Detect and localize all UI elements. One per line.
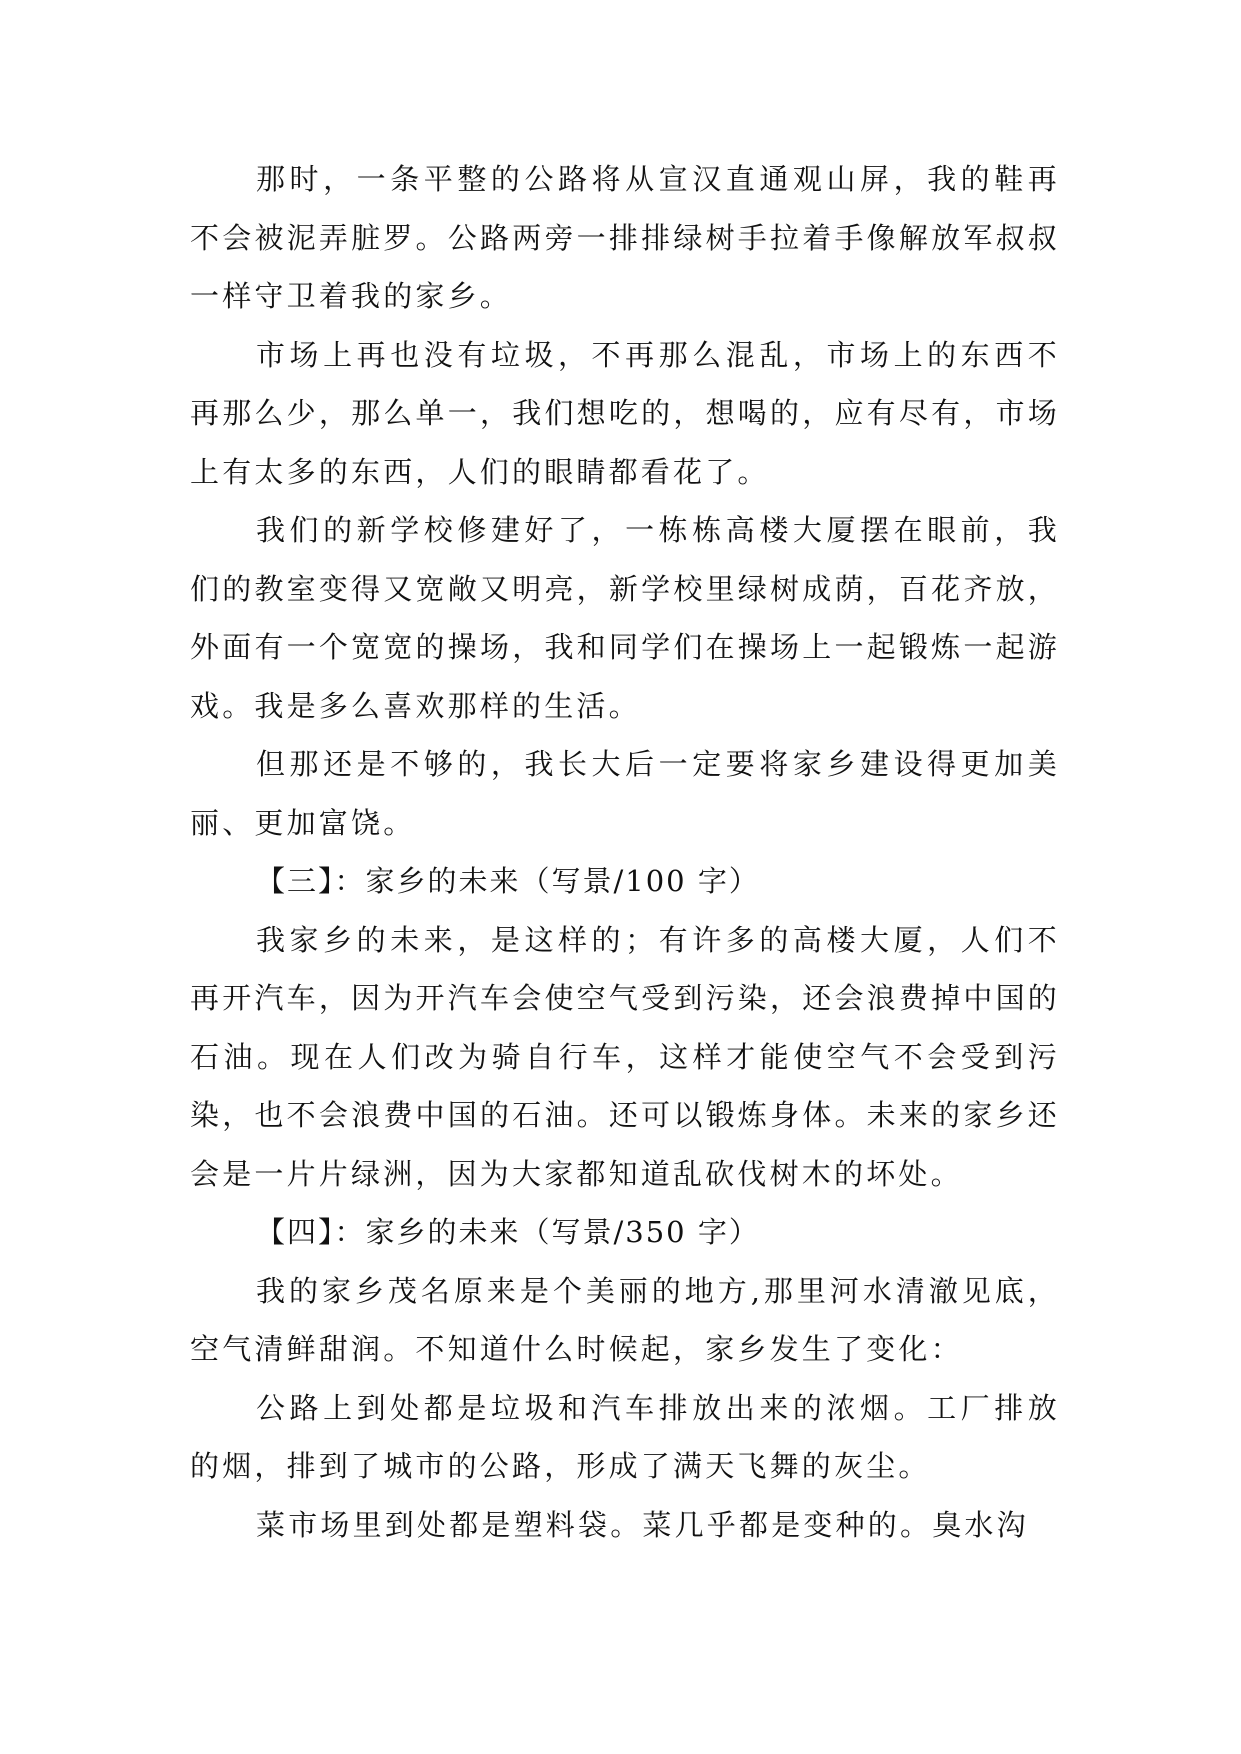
paragraph-road: 那时，一条平整的公路将从宣汉直通观山屏，我的鞋再不会被泥弄脏罗。公路两旁一排排绿树手拉着手像解放军叔叔一样守卫着我的家乡。	[190, 162, 1060, 313]
paragraph-market: 市场上再也没有垃圾，不再那么混乱，市场上的东西不再那么少，那么单一，我们想吃的，想喝的，应有尽有，市场上有太多的东西，人们的眼睛都看花了。	[190, 337, 1060, 489]
paragraph-resolve: 但那还是不够的，我长大后一定要将家乡建设得更加美丽、更加富饶。	[190, 747, 1060, 840]
paragraph-school: 我们的新学校修建好了，一栋栋高楼大厦摆在眼前，我们的教室变得又宽敞又明亮，新学校里绿树成荫，百花齐放，外面有一个宽宽的操场，我和同学们在操场上一起锻炼一起游戏。我是多么喜欢那样的生活。	[190, 513, 1060, 723]
paragraph-vegetable-market: 菜市场里到处都是塑料袋。菜几乎都是变种的。臭水沟	[256, 1507, 1029, 1542]
document-page	[190, 150, 1060, 1554]
section-heading-four: 【四】：家乡的未来（写景/350 字）	[256, 1215, 760, 1249]
paragraph-maoming: 我的家乡茂名原来是个美丽的地方,那里河水清澈见底，空气清鲜甜润。不知道什么时候起，家乡发生了变化：	[190, 1273, 1060, 1366]
paragraph-future: 我家乡的未来，是这样的；有许多的高楼大厦，人们不再开汽车，因为开汽车会使空气受到污染，还会浪费掉中国的石油。现在人们改为骑自行车，这样才能使空气不会受到污染，也不会浪费中国的石油。还可以锻炼身体。未来的家乡还会是一片片绿洲，因为大家都知道乱砍伐树木的坏处。	[190, 922, 1060, 1191]
paragraph-pollution: 公路上到处都是垃圾和汽车排放出来的浓烟。工厂排放的烟，排到了城市的公路，形成了满天飞舞的灰尘。	[190, 1390, 1060, 1483]
section-heading-three: 【三】：家乡的未来（写景/100 字）	[256, 864, 760, 898]
